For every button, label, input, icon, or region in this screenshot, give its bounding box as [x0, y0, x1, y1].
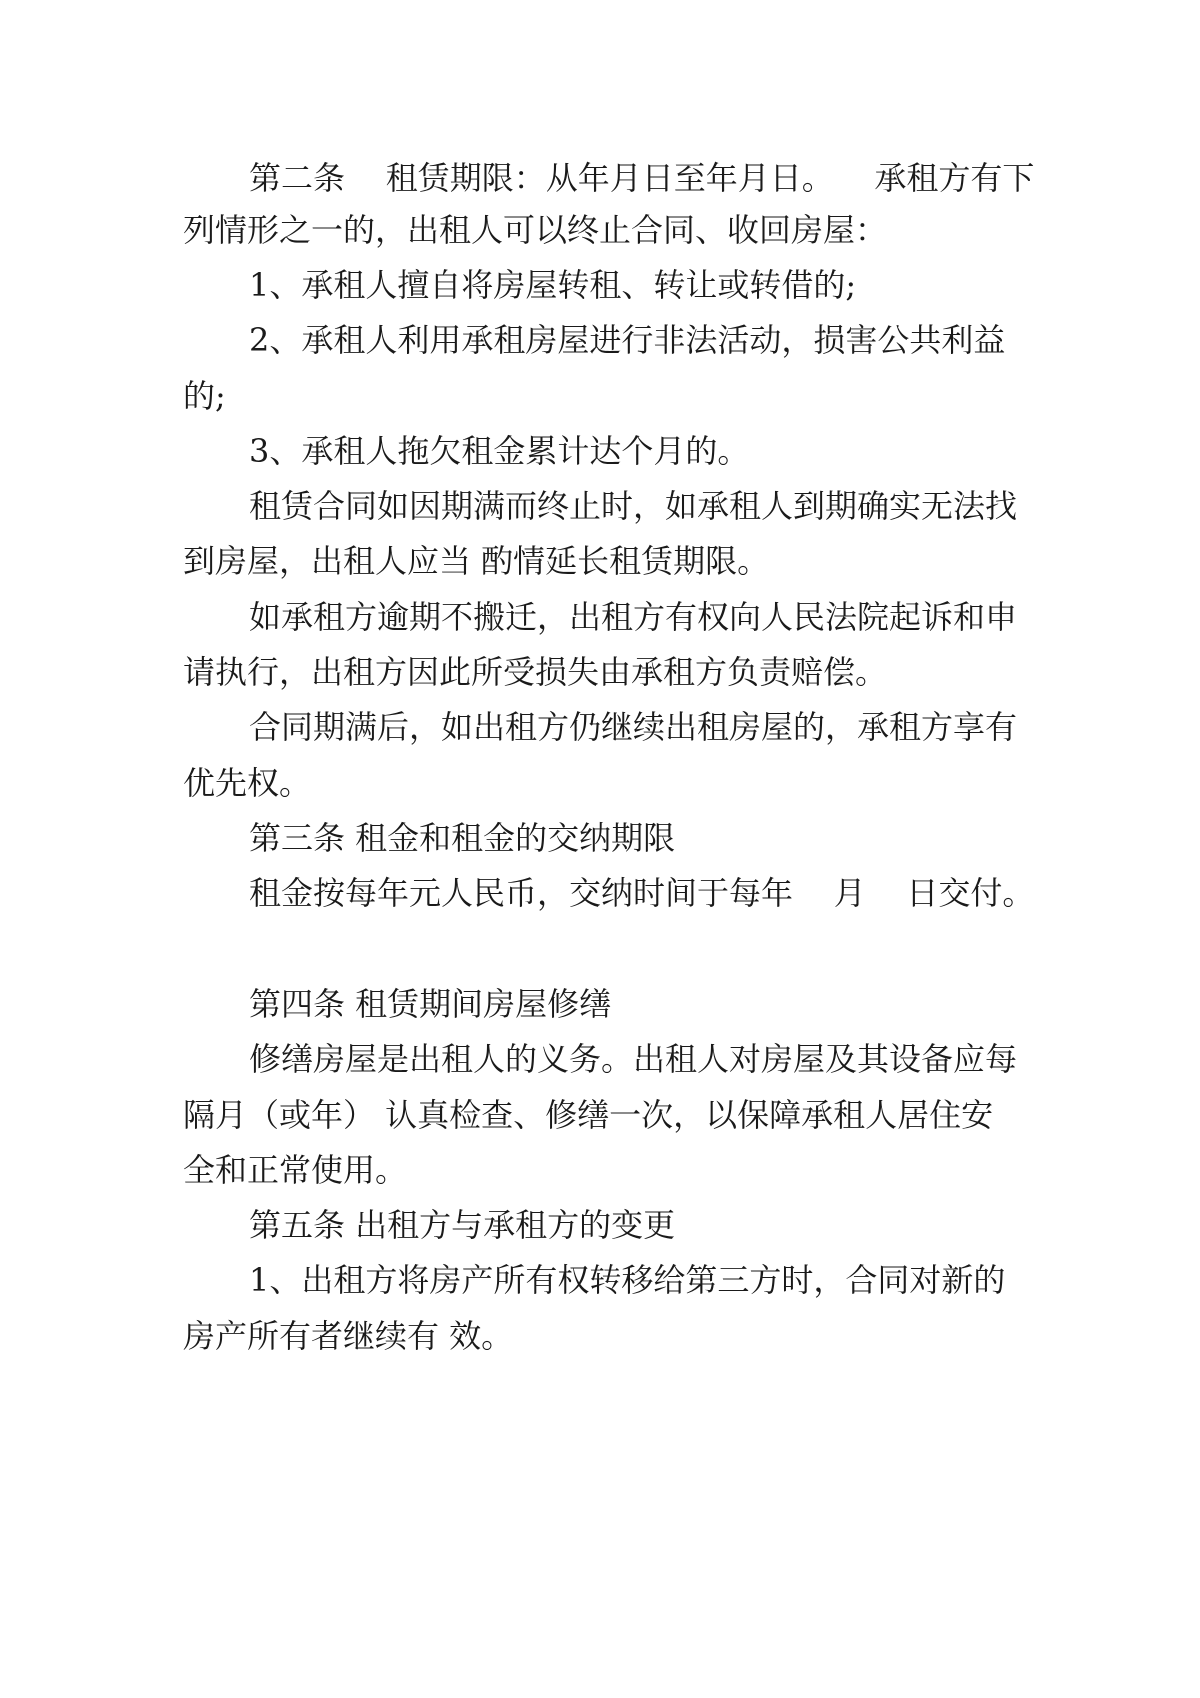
overdue-paragraph-line-2: 请执行，出租方因此所受损失由承租方负责赔偿。: [183, 653, 888, 691]
clause-5-heading: 第五条 出租方与承租方的变更: [249, 1206, 676, 1244]
rent-payment-line: 租金按每年元人民币，交纳时间于每年 月 日交付。: [249, 874, 1035, 912]
clause-2-line-2: 列情形之一的，出租人可以终止合同、收回房屋：: [183, 211, 888, 249]
clause-2-line-1: 第二条 租赁期限：从年月日至年月日。 承租方有下: [249, 159, 1035, 197]
termination-item-2-line-2: 的;: [183, 377, 226, 415]
clause-3-heading: 第三条 租金和租金的交纳期限: [249, 819, 676, 857]
repair-paragraph-line-3: 全和正常使用。: [183, 1151, 408, 1189]
transfer-item-1-line-1: 1、出租方将房产所有权转移给第三方时，合同对新的: [249, 1261, 1006, 1299]
termination-item-1: 1、承租人擅自将房屋转租、转让或转借的;: [249, 266, 857, 304]
expiry-paragraph-line-1: 租赁合同如因期满而终止时，如承租人到期确实无法找: [249, 487, 1018, 525]
priority-paragraph-line-2: 优先权。: [183, 764, 312, 802]
overdue-paragraph-line-1: 如承租方逾期不搬迁，出租方有权向人民法院起诉和申: [249, 598, 1018, 636]
transfer-item-1-line-2: 房产所有者继续有 效。: [183, 1317, 514, 1355]
termination-item-2-line-1: 2、承租人利用承租房屋进行非法活动，损害公共利益: [249, 321, 1006, 359]
repair-paragraph-line-2: 隔月（或年） 认真检查、修缮一次，以保障承租人居住安: [183, 1096, 994, 1134]
repair-paragraph-line-1: 修缮房屋是出租人的义务。出租人对房屋及其设备应每: [249, 1040, 1018, 1078]
clause-4-heading: 第四条 租赁期间房屋修缮: [249, 985, 612, 1023]
expiry-paragraph-line-2: 到房屋，出租人应当 酌情延长租赁期限。: [183, 542, 770, 580]
priority-paragraph-line-1: 合同期满后，如出租方仍继续出租房屋的，承租方享有: [249, 708, 1018, 746]
termination-item-3: 3、承租人拖欠租金累计达个月的。: [249, 432, 750, 470]
